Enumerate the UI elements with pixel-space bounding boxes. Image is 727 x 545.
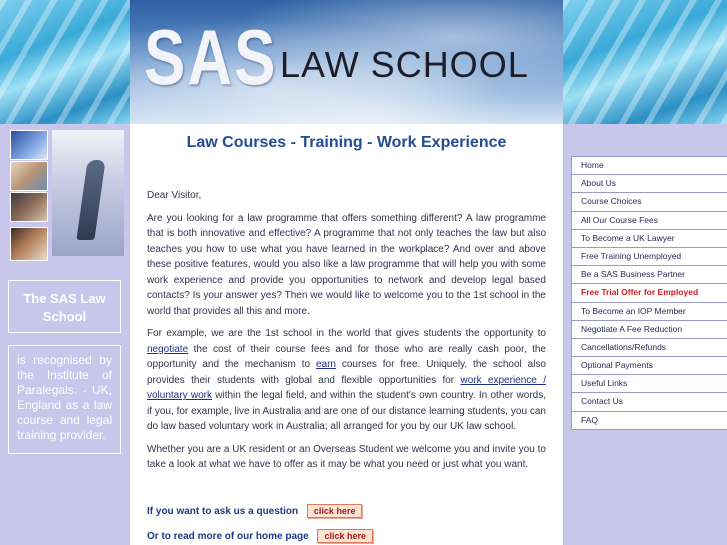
home-page-label: Or to read more of our home page: [147, 531, 309, 542]
home-page-cta: [147, 529, 373, 543]
nav-item-useful-links[interactable]: Useful Links: [571, 375, 727, 393]
nav-item-faq[interactable]: FAQ: [571, 412, 727, 430]
school-name-box: The SAS Law School: [8, 280, 121, 333]
nav-item-free-training[interactable]: Free Training Unemployed: [571, 248, 727, 266]
left-sidebar: [0, 124, 130, 545]
businessman-walking-photo: [52, 130, 124, 256]
nav-item-cancellations[interactable]: Cancellations/Refunds: [571, 339, 727, 357]
welcome-paragraph: Whether you are a UK resident or an Overseas Student we welcome you and invite you to take a look at what we have to offer as it may be what you need or just what you want.: [147, 443, 546, 470]
intro-paragraph: Are you looking for a law programme that offers something different? A law programme that is both innovative and effective? A programme that not only teaches the law but also teaches you how to use what you have learned in the workplace? And over and above these positive features, would you also like a law programme that will help you with some work experience and provide you opportunities to network and develop legal based contacts? Is your answer yes? Then we would like to welcome you to the 1st school in the world that provides all this and more.: [147, 212, 546, 317]
para2-text-4: within the legal field, and within the student's own country. In other words, if you, for example, live in Australia and are one of our distance learning students, you can do law based voluntary work in Australia; all arranged for you by our UK law school.: [147, 390, 547, 432]
recognition-box: is recognised by the Institute of Paralegals. - UK, England as a law course and legal training provider.: [8, 345, 121, 454]
nav-item-optional-payments[interactable]: Optional Payments: [571, 357, 727, 375]
logo-law-school-text: LAW SCHOOL: [280, 44, 529, 85]
ask-question-cta: [147, 504, 362, 518]
nav-item-iop-member[interactable]: To Become an IOP Member: [571, 303, 727, 321]
home-page-click-here-button[interactable]: click here: [317, 529, 373, 543]
ask-question-label: If you want to ask us a question: [147, 506, 299, 517]
header-logo-banner: [130, 0, 563, 124]
header-left-banner: [0, 0, 130, 124]
right-sidebar: [563, 124, 727, 545]
page-title: Law Courses - Training - Work Experience: [186, 134, 507, 151]
walking-figure: [76, 160, 105, 240]
logo-sas-text: SAS: [144, 15, 278, 102]
nav-item-contact-us[interactable]: Contact Us: [571, 393, 727, 411]
main-content: [130, 124, 563, 545]
nav-item-free-trial[interactable]: Free Trial Offer for Employed: [571, 284, 727, 302]
earn-link[interactable]: earn: [315, 359, 336, 370]
nav-item-course-choices[interactable]: Course Choices: [571, 193, 727, 211]
work-experience-link[interactable]: work experience / voluntary work: [147, 374, 546, 401]
para2-text-1: For example, we are the 1st school in the world that gives students the opportunity to: [147, 328, 546, 339]
header-right-banner: [563, 0, 727, 124]
laptop-photo: [10, 130, 48, 160]
photo-collage: [8, 130, 126, 258]
nav-item-uk-lawyer[interactable]: To Become a UK Lawyer: [571, 230, 727, 248]
greeting-text: Dear Visitor,: [147, 190, 202, 201]
graduate-photo: [10, 227, 48, 261]
nav-item-course-fees[interactable]: All Our Course Fees: [571, 212, 727, 230]
main-nav: [571, 156, 727, 430]
headset-woman-photo: [10, 161, 48, 191]
para2-text-2: the cost of their course fees and for those who are really cash poor, the opportunity and the mechanism to: [147, 343, 546, 370]
nav-item-home[interactable]: Home: [571, 157, 727, 175]
body-copy: [147, 188, 546, 480]
ask-question-click-here-button[interactable]: click here: [307, 504, 363, 518]
man-on-phone-photo: [10, 192, 48, 222]
example-paragraph: [147, 326, 546, 435]
nav-item-business-partner[interactable]: Be a SAS Business Partner: [571, 266, 727, 284]
negotiate-link[interactable]: negotiate: [147, 343, 189, 355]
nav-item-about-us[interactable]: About Us: [571, 175, 727, 193]
para2-text-3: courses for free. Uniquely, the school also provides their students with global and flexible opportunities for: [147, 359, 546, 386]
nav-item-negotiate-fee[interactable]: Negotiate A Fee Reduction: [571, 321, 727, 339]
